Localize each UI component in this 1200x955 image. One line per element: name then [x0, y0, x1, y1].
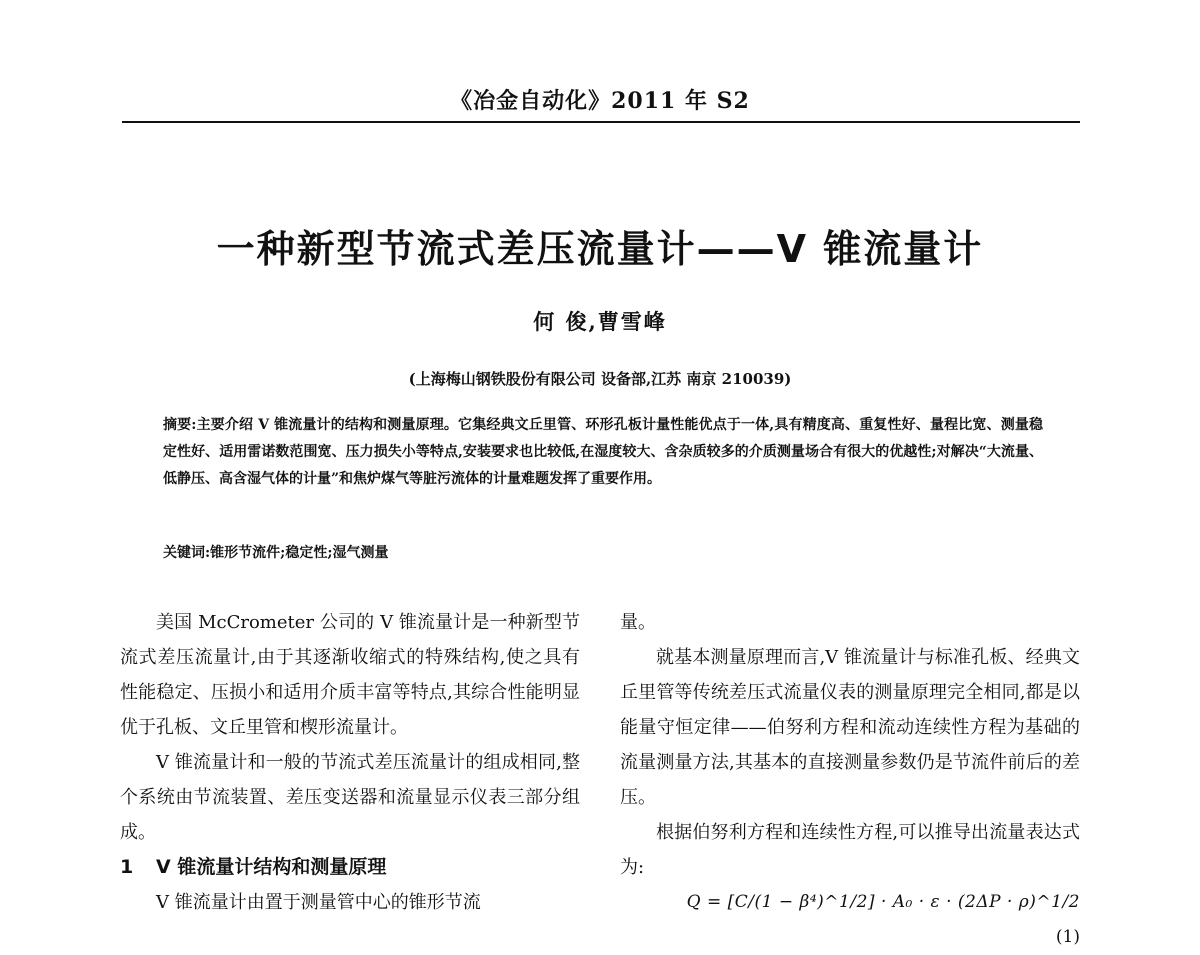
body-paragraph: 就基本测量原理而言,V 锥流量计与标准孔板、经典文丘里管等传统差压式流量仪表的测量原理完全相同,都是以能量守恒定律——伯努利方程和流动连续性方程为基础的流量测量方法,其基本的直接测量参数仍是节流件前后的差压。 — [620, 647, 1080, 808]
body-paragraph: V 锥流量计由置于测量管中心的锥形节流 — [156, 892, 481, 913]
body-paragraph: V 锥流量计和一般的节流式差压流量计的组成相同,整个系统由节流装置、差压变送器和流量显示仪表三部分组成。 — [120, 752, 580, 843]
section-heading — [120, 850, 580, 885]
equation-number: (1) — [1055, 927, 1080, 947]
body-right-column — [620, 605, 1080, 955]
affiliation: (上海梅山钢铁股份有限公司 设备部,江苏 南京 210039) — [408, 370, 792, 388]
header-rule — [122, 121, 1080, 123]
body-left-column — [120, 605, 580, 920]
flow-formula: Q = [C/(1 − β⁴)^1/2] · A₀ · ε · (2ΔP · ρ)^1/2 — [686, 892, 1080, 912]
continuation-text: 量。 — [620, 612, 656, 633]
section-title: V 锥流量计结构和测量原理 — [156, 856, 387, 878]
body-paragraph: 美国 McCrometer 公司的 V 锥流量计是一种新型节流式差压流量计,由于其逐渐收缩式的特殊结构,使之具有性能稳定、压损小和适用介质丰富等特点,其综合性能明显优于孔板、文丘里管和楔形流量计。 — [120, 612, 580, 738]
body-paragraph: 根据伯努利方程和连续性方程,可以推导出流量表达式为: — [620, 822, 1080, 878]
running-header: 《冶金自动化》2011 年 S2 — [450, 88, 750, 114]
section-number: 1 — [120, 856, 134, 878]
authors: 何 俊,曹雪峰 — [533, 309, 667, 334]
paper-title: 一种新型节流式差压流量计——V 锥流量计 — [216, 227, 984, 271]
abstract: 摘要:主要介绍 V 锥流量计的结构和测量原理。它集经典文丘里管、环形孔板计量性能优点于一体,具有精度高、重复性好、量程比宽、测量稳定性好、适用雷诺数范围宽、压力损失小等特点,安装要求也比较低,在湿度较大、含杂质较多的介质测量场合有很大的优越性;对解决“大流量、低静压、高含湿气体的计量”和焦炉煤气等脏污流体的计量难题发挥了重要作用。 — [163, 417, 1043, 487]
keywords: 关键词:锥形节流件;稳定性;湿气测量 — [163, 545, 389, 561]
